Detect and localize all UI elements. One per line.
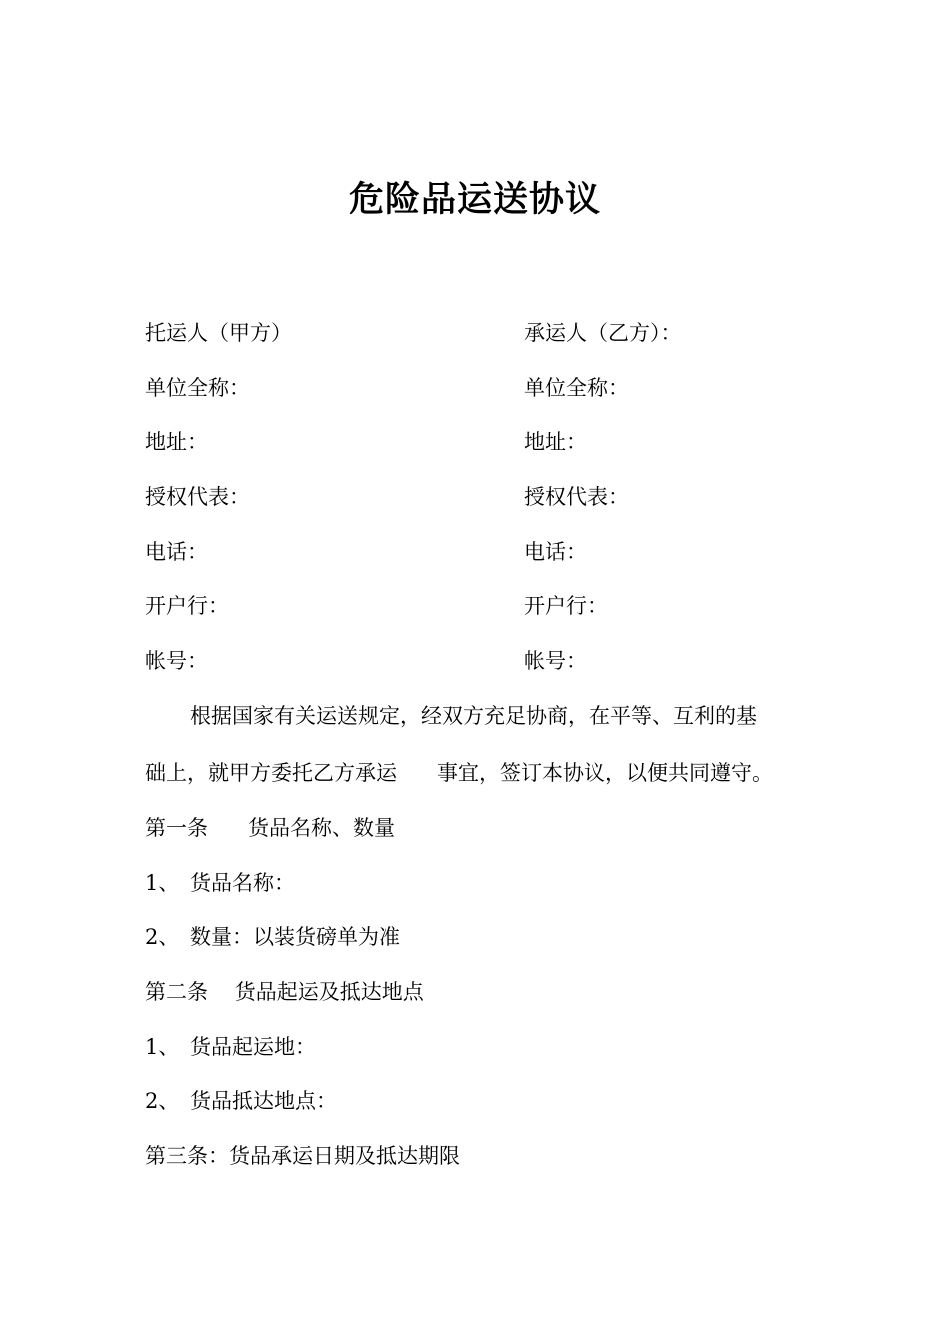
shipper-representative-field: 授权代表： [145,485,250,509]
shipper-phone-field: 电话： [145,540,208,564]
shipper-account-field: 帐号： [145,649,208,673]
article-2-item-2-text: 货品抵达地点： [190,1089,337,1113]
article-1-item-2-text: 数量：以装货磅单为准 [190,925,400,949]
shipper-company-name-field: 单位全称： [145,376,250,400]
carrier-heading: 承运人（乙方）： [524,321,682,345]
article-1-item-2-number: 2、 [145,925,180,949]
carrier-company-name-field: 单位全称： [524,376,629,400]
shipper-bank-field: 开户行： [145,594,229,618]
carrier-bank-field: 开户行： [524,594,608,618]
article-2-item-2-number: 2、 [145,1089,180,1113]
preamble-line-1: 根据国家有关运送规定，经双方充足协商，在平等、互利的基 [190,704,757,728]
shipper-address-field: 地址： [145,430,208,454]
carrier-address-field: 地址： [524,430,587,454]
document-title: 危险品运送协议 [348,179,601,220]
article-3-heading: 第三条：货品承运日期及抵达期限 [145,1144,460,1168]
carrier-account-field: 帐号： [524,649,587,673]
article-1-heading: 第一条 货品名称、数量 [145,816,396,840]
article-1-item-1-number: 1、 [145,871,180,895]
carrier-representative-field: 授权代表： [524,485,629,509]
shipper-heading: 托运人（甲方） [145,321,292,345]
article-1-item-1-text: 货品名称： [190,871,295,895]
article-2-heading: 第二条 货品起运及抵达地点 [145,980,424,1004]
article-2-item-1-text: 货品起运地： [190,1035,316,1059]
preamble-line-2: 础上，就甲方委托乙方承运 事宜，签订本协议，以便共同遵守。 [145,761,774,785]
article-2-item-1-number: 1、 [145,1035,180,1059]
carrier-phone-field: 电话： [524,540,587,564]
